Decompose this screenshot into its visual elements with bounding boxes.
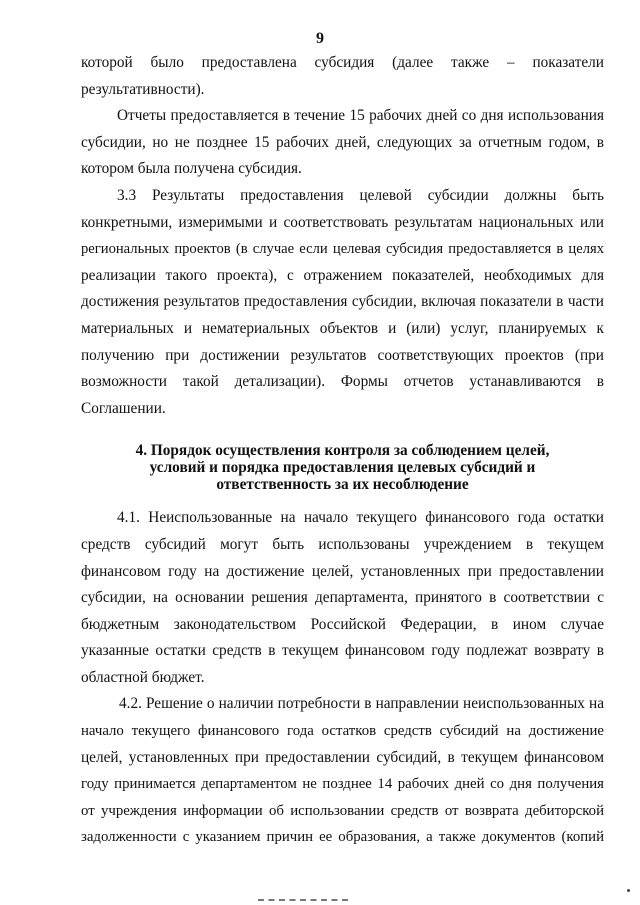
spacer <box>81 422 604 442</box>
text-line: задолженности с указанием причин ее образования, а также документов (копий <box>81 829 604 846</box>
text-line: конкретными, измеримыми и соответствовать результатам национальных или <box>81 213 604 231</box>
paragraph-4-2 <box>81 691 604 851</box>
text-line: материальных и нематериальных объектов и (или) услуг, планируемых к <box>81 319 604 337</box>
paragraph-4-1 <box>81 505 604 691</box>
text-line: финансовом году на достижение целей, установленных при предоставлении <box>81 562 604 580</box>
page-number: 9 <box>316 30 324 47</box>
text-line: Отчеты предоставляется в течение 15 рабочих дней со дня использования <box>117 107 604 125</box>
document-body <box>81 50 604 851</box>
text-line: начало текущего финансового года остатков средств субсидий на достижение <box>81 723 604 740</box>
text-line: субсидии, на основании решения департамента, принятого в соответствии с <box>81 589 604 607</box>
text-line: котором была получена субсидия. <box>81 160 302 178</box>
scan-dot <box>627 889 630 892</box>
text-line: областной бюджет. <box>81 668 205 686</box>
heading-line: ответственность за их несоблюдение <box>216 476 469 494</box>
text-line: Соглашении. <box>81 399 166 417</box>
text-line: целей, установленных при предоставлении субсидий, в текущем финансовом <box>81 748 604 766</box>
text-line: указанные остатки средств в текущем финансовом году подлежат возврату в <box>81 642 604 660</box>
text-line: от учреждения информации об использовании средств от возврата дебиторской <box>81 802 604 819</box>
text-line: возможности такой детализации). Формы отчетов устанавливаются в <box>81 373 604 391</box>
text-line: 4.2. Решение о наличии потребности в направлении неиспользованных на <box>119 695 604 713</box>
heading-line: условий и порядка предоставления целевых субсидий и <box>149 459 536 477</box>
paragraph-3-3 <box>81 183 604 422</box>
paragraph-reports <box>81 103 604 183</box>
text-line: 3.3 Результаты предоставления целевой субсидии должны быть <box>117 186 604 204</box>
heading-line: 4. Порядок осуществления контроля за соблюдением целей, <box>135 442 550 460</box>
text-line: региональных проектов (в случае если целевая субсидия предоставляется в целях <box>81 241 604 258</box>
text-line: достижения результатов предоставления субсидии, включая показатели в части <box>81 293 604 311</box>
text-line: результативности). <box>81 80 205 98</box>
text-line: бюджетным законодательством Российской Федерации, в ином случае <box>81 615 604 633</box>
section-heading <box>81 442 604 493</box>
text-line: которой было предоставлена субсидия (далее также – показатели <box>81 54 604 71</box>
text-line: субсидии, но не позднее 15 рабочих дней, следующих за отчетным годом, в <box>81 133 604 151</box>
text-line: году принимается департаментом не позднее 14 рабочих дней со дня получения <box>81 776 604 793</box>
text-line: 4.1. Неиспользованные на начало текущего финансового года остатки <box>117 509 604 527</box>
paragraph-continuation <box>81 50 604 103</box>
footer-scan-mark <box>258 899 348 903</box>
text-line: получению при достижении результатов соответствующих проектов (при <box>81 346 604 364</box>
text-line: реализации такого проекта), с отражением показателей, необходимых для <box>81 266 604 284</box>
text-line: средств субсидий могут быть использованы учреждением в текущем <box>81 535 604 553</box>
